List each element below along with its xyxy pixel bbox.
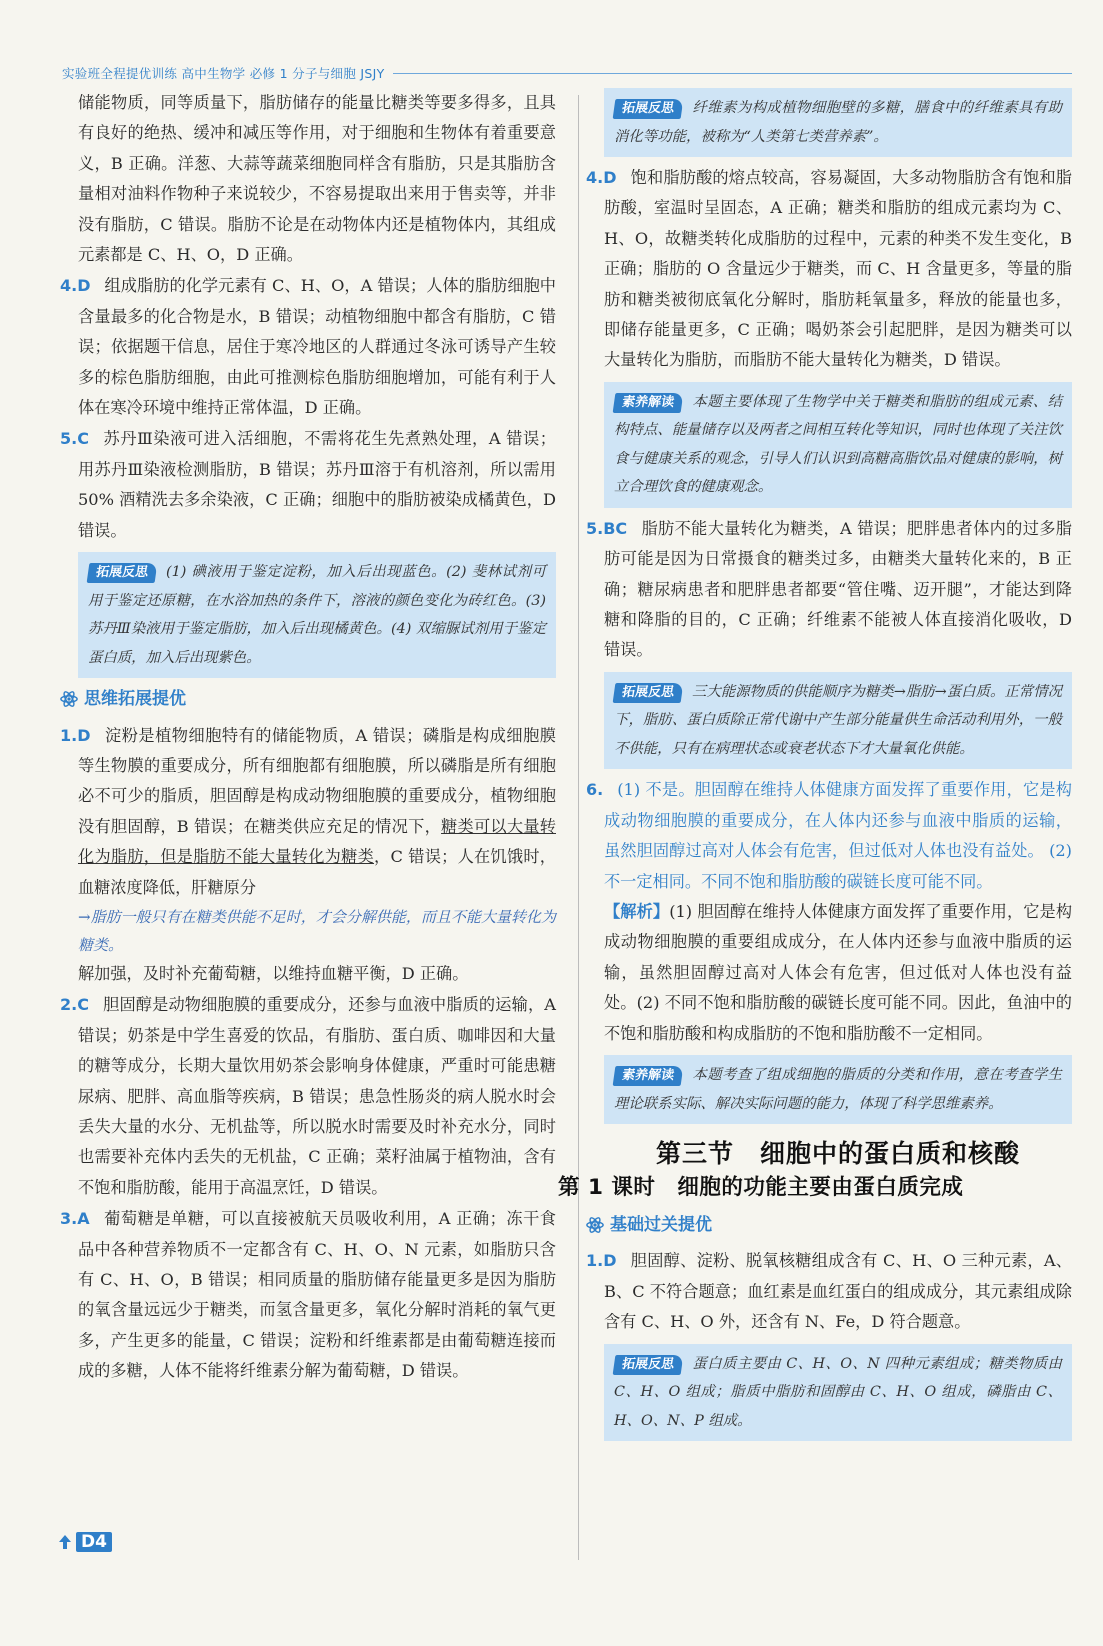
answer-text: 组成脂肪的化学元素有 C、H、O，A 错误；人体的脂肪细胞中含量最多的化合物是水，B 错误；动植物细胞中都含有脂肪，C 错误；依据题干信息，居住于寒冷地区的人群通过冬泳可诱导产生较多的棕色脂肪细胞，由此可推测棕色脂肪细胞增加，可能有利于人体在寒冷环境中维持正常体温，D 正确。 [78,276,556,418]
extension-box [604,1344,1072,1442]
answer-number: 4.D [586,168,617,187]
header-title: 实验班全程提优训练 高中生物学 必修 1 分子与细胞 JSJY [62,66,385,81]
analysis-paragraph [604,897,1072,1049]
atom-icon [60,690,78,708]
answer-text: (1) 不是。胆固醇在维持人体健康方面发挥了重要作用，它是构成动物细胞膜的重要成分，在人体内还参与血液中脂质的运输，虽然胆固醇过高对人体会有危害，但过低对人体也没有益处。 (2) 不一定相同。不同不饱和脂肪酸的碳链长度可能不同。 [604,780,1072,891]
answer-text: 饱和脂肪酸的熔点较高，容易凝固，大多动物脂肪含有饱和脂肪酸，室温时呈固态，A 正确；糖类和脂肪的组成元素均为 C、H、O，故糖类转化成脂肪的过程中，元素的种类不发生变化，B 正确；脂肪的 O 含量远少于糖类，而 C、H 含量更多，等量的脂肪和糖类被彻底氧化分解时，脂肪耗氧量多，释放的能量也多，即储存能量更多，C 正确；喝奶茶会引起肥胖，是因为糖类可以大量转化为脂肪，而脂肪不能大量转化为糖类，D 错误。 [604,168,1072,370]
box-text: 本题主要体现了生物学中关于糖类和脂肪的组成元素、结构特点、能量储存以及两者之间相互转化等知识，同时也体现了关注饮食与健康关系的观念，引导人们认识到高糖高脂饮品对健康的影响，树立合理饮食的健康观念。 [614,393,1062,496]
answer-number: 4.D [60,276,91,296]
box-tag: 拓展反思 [613,683,684,703]
answer-text: 胆固醇是动物细胞膜的重要成分，还参与血液中脂质的运输，A 错误；奶茶是中学生喜爱的饮品，有脂肪、蛋白质、咖啡因和大量的糖等成分，长期大量饮用奶茶会影响身体健康，严重时可能患糖尿病、肥胖、高血脂等疾病，B 错误；患急性肠炎的病人脱水时会丢失大量的水分、无机盐等，所以脱水时需要及时补充水分，同时也需要补充体内丢失的无机盐，C 正确；菜籽油属于植物油，含有不饱和脂肪酸，能用于高温烹饪，D 错误。 [78,995,556,1197]
right-column [558,88,1073,1447]
answer-text: 胆固醇、淀粉、脱氧核糖组成含有 C、H、O 三种元素，A、B、C 不符合题意；血红素是血红蛋白的组成成分，其元素组成除含有 C、H、O 外，还含有 N、Fe，D 符合题意。 [604,1251,1072,1332]
chapter-title: 第三节 细胞中的蛋白质和核酸 [655,1139,1020,1169]
answer-c5 [586,514,1072,666]
extension-box [604,672,1072,770]
page-number-label: D4 [76,1532,112,1552]
answer-c6 [586,775,1072,897]
box-tag: 素养解读 [613,1066,684,1086]
answer-text: 脂肪不能大量转化为糖类，A 错误；肥胖患者体内的过多脂肪可能是因为日常摄食的糖类过多，由糖类大量转化来的，B 正确；糖尿病患者和肥胖患者都要“管住嘴、迈开腿”，才能达到降糖和降脂的目的，C 正确；纤维素不能被人体直接消化吸收，D 错误。 [604,518,1072,660]
answer-number: 5.BC [586,518,628,538]
analysis-text: (1) 胆固醇在维持人体健康方面发挥了重要作用，它是构成动物细胞膜的重要组成成分，在人体内还参与血液中脂质的运输，虽然胆固醇过高对人体会有危害，但过低对人体也没有益处。(2) 不同不饱和脂肪酸的碳链长度可能不同。因此，鱼油中的不饱和脂肪酸和构成脂肪的不饱和脂肪酸不一定相同。 [604,902,1073,1043]
answer-text-cont: 解加强，及时补充葡萄糖，以维持血糖平衡，D 正确。 [78,963,469,983]
answer-text: ，C 错误；人在饥饿时，血糖浓度降低，肝糖原分 [78,847,556,897]
answer-number: 3.A [60,1209,90,1229]
section-title: 思维拓展提优 [84,689,186,710]
answer-b2 [60,990,556,1203]
handwritten-note: →脂肪一般只有在糖类供能不足时，才会分解供能，而且不能大量转化为糖类。 [78,907,556,954]
box-text: 蛋白质主要由 C、H、O、N 四种元素组成；糖类物质由 C、H、O 组成；脂质中脂肪和固醇由 C、H、O 组成，磷脂由 C、H、O、N、P 组成。 [614,1355,1062,1429]
answer-b3 [60,1204,556,1386]
literacy-box [604,382,1072,508]
box-text: 三大能源物质的供能顺序为糖类→脂肪→蛋白质。正常情况下，脂肪、蛋白质除正常代谢中产生部分能量供生命活动利用外，一般不供能，只有在病理状态或衰老状态下才大量氧化供能。 [614,683,1062,757]
box-text: (1) 碘液用于鉴定淀粉，加入后出现蓝色。(2) 斐林试剂可用于鉴定还原糖，在水浴加热的条件下，溶液的颜色变化为砖红色。(3) 苏丹Ⅲ染液用于鉴定脂肪，加入后出现橘黄色。(4) 双缩脲试剂用于鉴定蛋白质，加入后出现紫色。 [88,564,546,666]
underlined-text: 糖类可以大量转化为脂肪，但是脂肪不能大量转化为糖类 [78,816,556,867]
extension-box [604,88,1072,157]
atom-icon [586,1216,604,1234]
answer-text: 淀粉是植物细胞特有的储能物质，A 错误；磷脂是构成细胞膜等生物膜的重要成分，所有细胞都有细胞膜，所以磷脂是所有细胞必不可少的脂质，胆固醇是构成动物细胞膜的重要成分，植物细胞没有胆固醇，B 错误；在糖类供应充足的情况下， [78,725,556,836]
answer-number: 2.C [60,995,89,1015]
section-heading [586,1210,1072,1240]
answer-text: 苏丹Ⅲ染液可进入活细胞，不需将花生先煮熟处理，A 错误；用苏丹Ⅲ染液检测脂肪，B 错误；苏丹Ⅲ溶于有机溶剂，所以需用 50% 酒精洗去多余染液，C 正确；细胞中的脂肪被染成橘黄色，D 错误。 [78,429,556,540]
analysis-label: 【解析】 [604,902,670,921]
page-arrow-icon [58,1534,72,1550]
box-text: 纤维素为构成植物细胞壁的多糖，膳食中的纤维素具有助消化等功能，被称为“人类第七类营养素”。 [614,100,1062,145]
section-title: 基础过关提优 [610,1215,712,1236]
page-header [62,62,1072,84]
extension-box [78,552,556,678]
answer-5 [60,424,556,546]
answer-number: 1.D [60,725,91,745]
answer-number: 5.C [60,429,89,449]
answer-d1 [586,1246,1072,1337]
answer-b1 [60,721,556,903]
answer-text: 葡萄糖是单糖，可以直接被航天员吸收利用，A 正确；冻干食品中各种营养物质不一定都含有 C、H、O、N 元素，如脂肪只含有 C、H、O，B 错误；相同质量的脂肪储存能量更多是因为脂肪的氧含量远远少于糖类，而氢含量更多，氧化分解时消耗的氧气更多，产生更多的能量，C 错误；淀粉和纤维素都是由葡萄糖连接而成的多糖，人体不能将纤维素分解为葡萄糖，D 错误。 [78,1209,556,1381]
box-tag: 拓展反思 [613,99,684,119]
left-column [60,88,556,1387]
box-tag: 拓展反思 [613,1355,684,1375]
box-tag: 素养解读 [613,393,684,413]
literacy-box [604,1055,1072,1124]
page-number [58,1532,112,1552]
intro-paragraph: 储能物质，同等质量下，脂肪储存的能量比糖类等要多得多，且具有良好的绝热、缓冲和减压等作用，对于细胞和生物体有着重要意义，B 正确。洋葱、大蒜等蔬菜细胞同样含有脂肪，只是其脂肪含量相对油料作物种子来说较少，不容易提取出来用于售卖等，并非没有脂肪，C 错误。脂肪不论是在动物体内还是植物体内，其组成元素都是 C、H、O，D 正确。 [78,93,556,265]
box-text: 本题考查了组成细胞的脂质的分类和作用，意在考查学生理论联系实际、解决实际问题的能力，体现了科学思维素养。 [614,1067,1062,1112]
box-tag: 拓展反思 [87,563,158,583]
answer-4 [60,271,556,423]
column-divider [578,95,579,1560]
answer-number: 6. [586,780,604,800]
lesson-title: 第 1 课时 细胞的功能主要由蛋白质完成 [558,1175,964,1201]
header-rule [393,73,1072,74]
section-heading [60,684,556,714]
answer-number: 1.D [586,1251,617,1271]
answer-c4 [586,163,1072,376]
